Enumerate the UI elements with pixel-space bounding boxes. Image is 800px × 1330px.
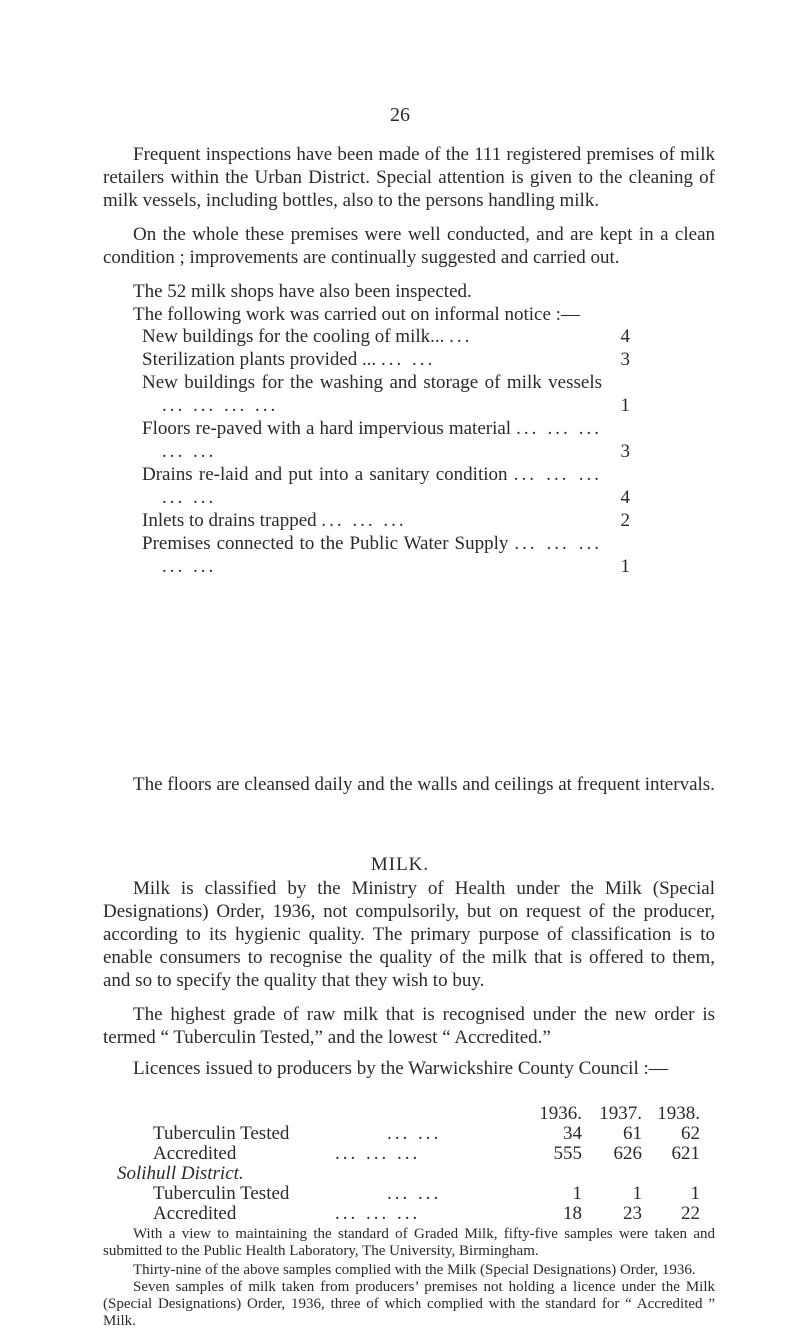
- table-row: Accredited ... ... ... 18 23 22: [153, 1203, 700, 1224]
- count-value: 3: [620, 441, 630, 462]
- page-number: 26: [390, 104, 410, 126]
- paragraph-milk-classification: Milk is classified by the Ministry of Health under the Milk (Special Designations) Order, 1936, not compulsorily, but on request of the producer, according to its hygienic quality. The primary purpose of classification is to enable consumers to recognise the quality of the milk that is offered to them, and so to specify the quality that they wish to buy.: [103, 878, 715, 991]
- district-label: Solihull District.: [117, 1163, 244, 1184]
- count-value: 2: [620, 510, 630, 531]
- section-heading-milk: MILK.: [370, 854, 430, 875]
- list-item: New buildings for the cooling of milk... ... 4: [142, 326, 630, 347]
- paragraph-unlicensed-samples: Seven samples of milk taken from producers’ premises not holding a licence under the Milk (Special Designations) Order, 1936, three of which complied with the standard for “ Accredited ” Milk.: [103, 1279, 715, 1329]
- year-header: 1937.: [599, 1103, 642, 1124]
- list-item: Drains re-laid and put into a sanitary condition ... ... ... ... ... 4: [142, 464, 630, 508]
- paragraph-premises-conduct: On the whole these premises were well conducted, and are kept in a clean condition ; improvements are continually suggested and carried out.: [103, 224, 715, 268]
- paragraph-inspections: Frequent inspections have been made of the 111 registered premises of milk retailers within the Urban District. Special attention is given to the cleaning of milk vessels, including bottles, also to the persons handling milk.: [103, 144, 715, 211]
- year-header: 1938.: [657, 1103, 700, 1124]
- list-item: Premises connected to the Public Water Supply ... ... ... ... ... 1: [142, 533, 630, 577]
- year-header: 1936.: [539, 1103, 582, 1124]
- list-item: New buildings for the washing and storage of milk vessels ... ... ... ... 1: [142, 372, 630, 416]
- paragraph-informal-notice: The following work was carried out on informal notice :—: [133, 304, 580, 325]
- count-value: 4: [620, 326, 630, 347]
- paragraph-samples: With a view to maintaining the standard of Graded Milk, fifty-five samples were taken and submitted to the Public Health Laboratory, The University, Birmingham.: [103, 1226, 715, 1259]
- table-row: Accredited ... ... ... 555 626 621: [153, 1143, 700, 1164]
- table-row: Tuberculin Tested ... ... 34 61 62: [153, 1123, 700, 1144]
- paragraph-highest-grade: The highest grade of raw milk that is recognised under the new order is termed “ Tuberculin Tested,” and the lowest “ Accredited.”: [103, 1004, 715, 1048]
- count-value: 1: [620, 556, 630, 577]
- paragraph-licences: Licences issued to producers by the Warwickshire County Council :—: [133, 1058, 668, 1079]
- paragraph-complied: Thirty-nine of the above samples complied with the Milk (Special Designations) Order, 1936.: [133, 1262, 696, 1278]
- list-item: Floors re-paved with a hard impervious material ... ... ... ... ... 3: [142, 418, 630, 462]
- count-value: 1: [620, 395, 630, 416]
- list-item: Inlets to drains trapped ... ... ... 2: [142, 510, 630, 531]
- table-row: Tuberculin Tested ... ... 1 1 1: [153, 1183, 700, 1204]
- paragraph-milk-shops: The 52 milk shops have also been inspected.: [133, 281, 472, 302]
- count-value: 3: [620, 349, 630, 370]
- paragraph-floors: The floors are cleansed daily and the walls and ceilings at frequent intervals.: [133, 774, 715, 795]
- count-value: 4: [620, 487, 630, 508]
- list-item: Sterilization plants provided ... ... ... 3: [142, 349, 630, 370]
- work-list: [142, 325, 630, 578]
